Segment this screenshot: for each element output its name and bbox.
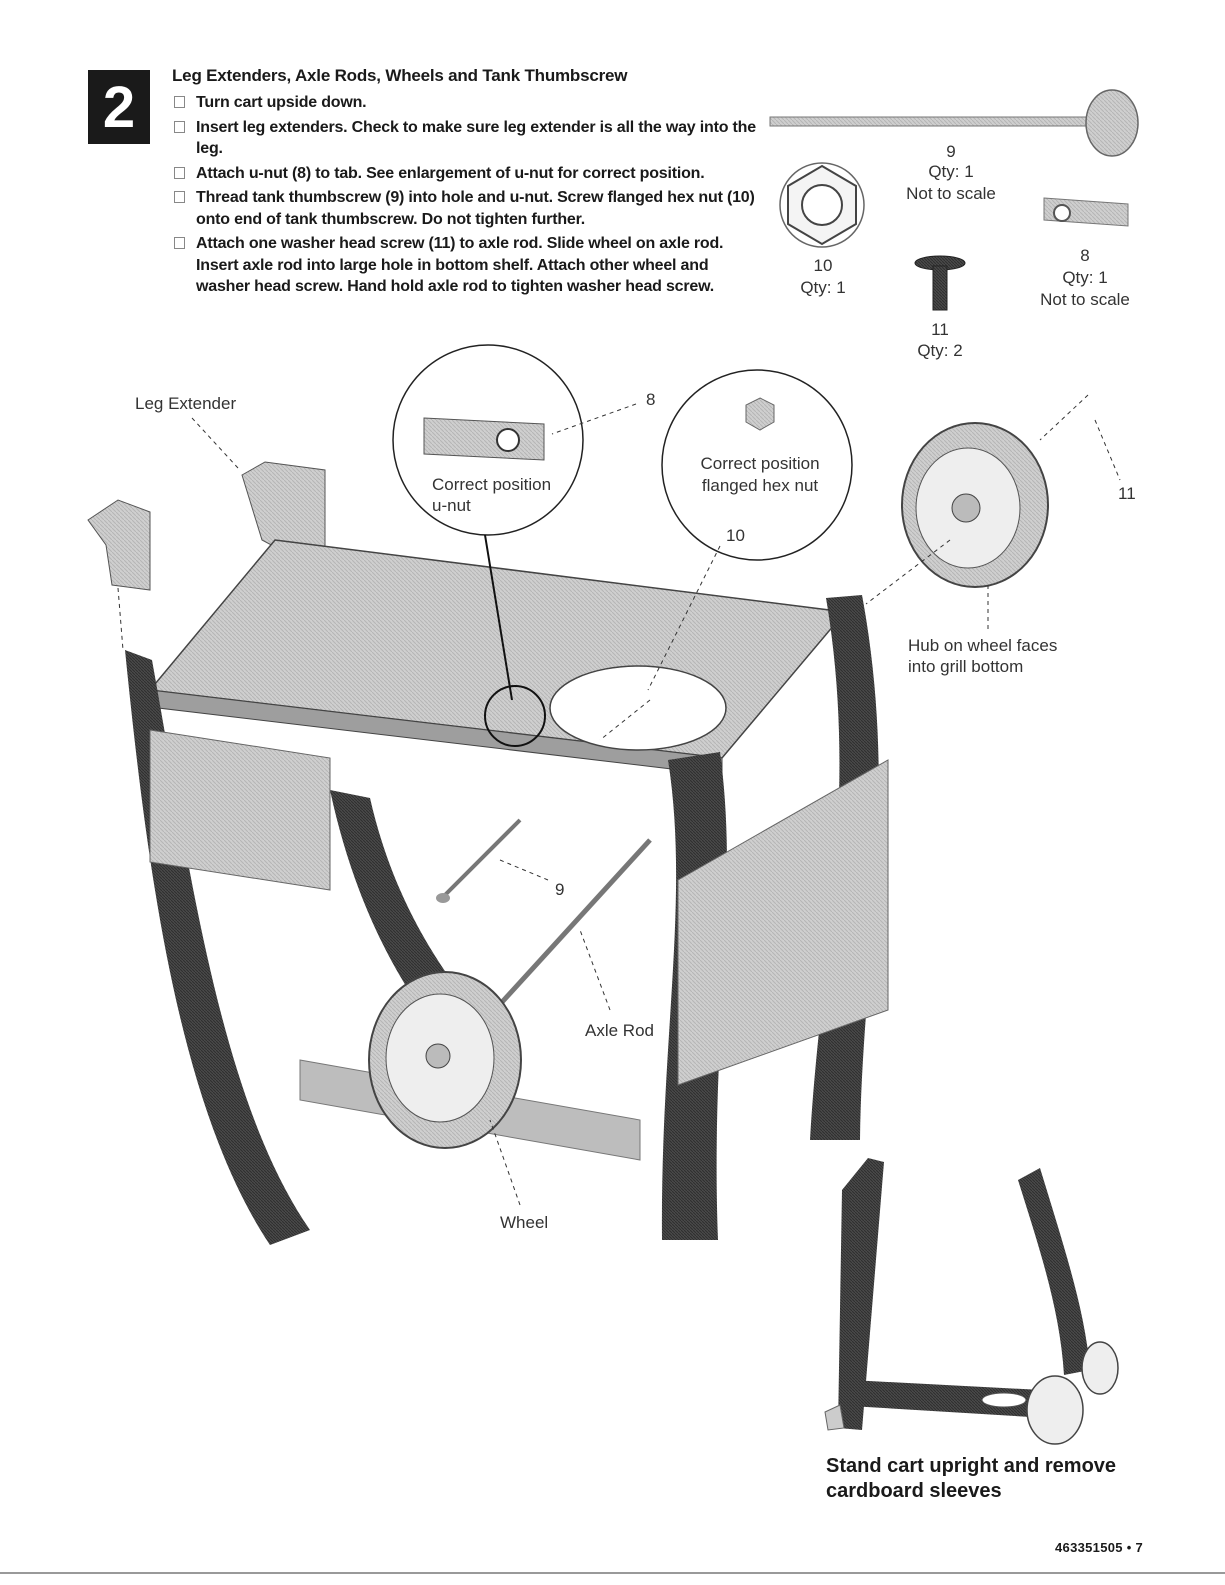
page-number: 463351505 • 7 [1055,1540,1143,1555]
part-9-qty: Qty: 1 [928,162,974,181]
instruction-item: Thread tank thumbscrew (9) into hole and u-nut. Screw flanged hex nut (10) onto end of tank thumbscrew. Do not tighten further. [172,187,762,230]
part-10-qty: Qty: 1 [800,278,846,297]
u-nut-ref-label: 8 [646,390,656,409]
hex-nut-ref-label: 10 [726,526,745,545]
part-11-number: 11 [931,320,949,339]
u-nut-part-icon [1044,198,1128,226]
instruction-item: Attach u-nut (8) to tab. See enlargement of u-nut for correct position. [172,163,762,185]
part-8-number: 8 [1080,246,1090,265]
u-nut-detail-sublabel: u-nut [432,496,471,515]
hex-nut-detail-sublabel: flanged hex nut [701,476,819,495]
part-8-qty: Qty: 1 [1062,268,1108,287]
part-8-note: Not to scale [1040,290,1130,309]
step-number-badge: 2 [88,70,150,144]
final-step-caption: Stand cart upright and remove cardboard sleeves [826,1455,1117,1502]
leg-extender-label: Leg Extender [135,394,237,413]
washer-screw-ref-label: 11 [1118,484,1136,503]
instruction-item: Attach one washer head screw (11) to axle rod. Slide wheel on axle rod. Insert axle rod into large hole in bottom shelf. Attach other wheel and washer head screw. Hand hold axle rod to tighten washer head screw. [172,233,762,298]
part-10-number: 10 [813,256,833,275]
hub-note-label: Hub on wheel faces [908,636,1058,655]
axle-rod-label: Axle Rod [585,1021,654,1040]
step-title: Leg Extenders, Axle Rods, Wheels and Tank Thumbscrew [172,66,628,85]
bottom-shelf-illustration [150,540,845,775]
washer-screw-part-icon [915,256,965,310]
part-11-qty: Qty: 2 [917,341,963,360]
cardboard-sleeve-illustration [150,730,888,1160]
part-9-number: 9 [946,142,956,161]
bottom-divider [0,1572,1225,1574]
part-9-note: Not to scale [906,184,996,203]
instruction-item: Insert leg extenders. Check to make sure leg extender is all the way into the leg. [172,117,762,160]
hub-note-sublabel: into grill bottom [908,657,1024,676]
upright-cart-illustration [825,1158,1118,1444]
u-nut-detail-label: Correct position [432,475,552,494]
u-nut-detail-icon [424,418,544,460]
thumbscrew-ref-label: 9 [555,880,565,899]
wheel-label: Wheel [500,1213,549,1232]
hex-nut-detail-label: Correct position [700,454,820,473]
instruction-item: Turn cart upside down. [172,92,762,114]
hex-nut-part-icon [780,163,864,247]
